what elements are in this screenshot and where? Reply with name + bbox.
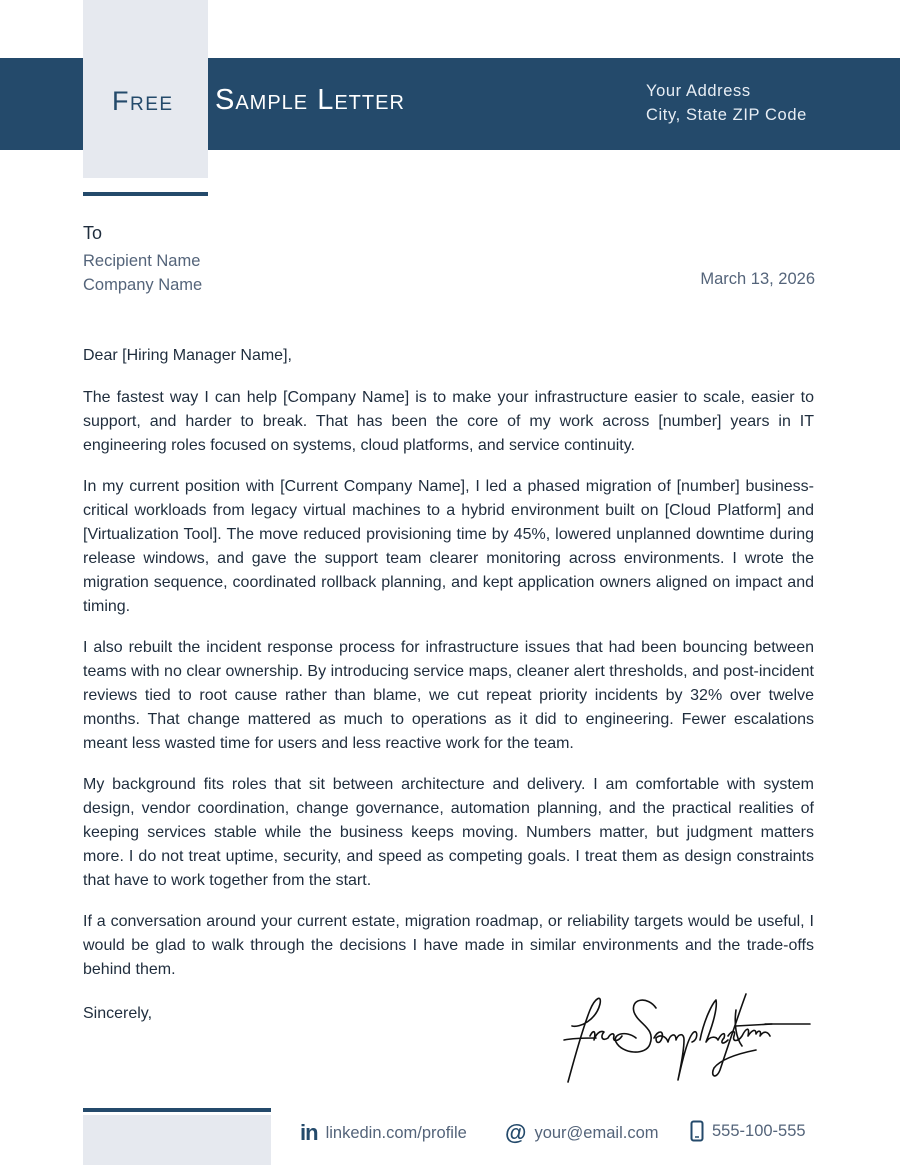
letter-body <box>83 344 814 999</box>
sender-address <box>646 79 807 127</box>
body-paragraph: The fastest way I can help [Company Name] is to make your infrastructure easier to scale, easier to support, and harder to break. That has been the core of my work across [number] years in IT engineering roles focused on systems, cloud platforms, and service continuity. <box>83 389 814 454</box>
linkedin-icon: in <box>300 1120 318 1145</box>
footer-accent-block <box>83 1115 271 1165</box>
body-paragraph: If a conversation around your current estate, migration roadmap, or reliability targets would be useful, I would be glad to walk through the decisions I have made in similar environments and the trade-offs behind them. <box>83 913 814 978</box>
address-line-2: City, State ZIP Code <box>646 106 807 124</box>
footer-accent-rule <box>83 1108 271 1112</box>
body-paragraph: In my current position with [Current Company Name], I led a phased migration of [number] business-critical workloads from legacy virtual machines to a hybrid environment built on [Cloud Platform] and [Virtualization Tool]. The move reduced provisioning time by 45%, lowered unplanned downtime during release windows, and gave the support team clearer monitoring across environments. I wrote the migration sequence, coordinated rollback planning, and kept application owners aligned on impact and timing. <box>83 478 814 615</box>
phone-icon <box>690 1120 704 1142</box>
recipient-block <box>83 249 202 297</box>
phone-text[interactable]: 555-100-555 <box>712 1121 806 1140</box>
to-label: To <box>83 223 103 243</box>
accent-rule <box>83 192 208 196</box>
body-paragraph: I also rebuilt the incident response process for infrastructure issues that had been bouncing between teams with no clear ownership. By introducing service maps, cleaner alert thresholds, and post-incident reviews tied to root cause rather than blame, we cut repeat priority incidents by 32% over twelve months. That change mattered as much to operations as it did to engineering. Fewer escalations meant less wasted time for users and less reactive work for the team. <box>83 639 814 752</box>
signature <box>560 980 815 1088</box>
recipient-company: Company Name <box>83 276 203 294</box>
brand-free: Free <box>112 86 174 116</box>
salutation: Dear [Hiring Manager Name], <box>83 347 292 364</box>
contact-email[interactable] <box>505 1120 659 1146</box>
brand-title: Sample Letter <box>215 84 405 116</box>
email-text[interactable]: your@email.com <box>534 1123 659 1142</box>
body-paragraph: My background fits roles that sit between architecture and delivery. I am comfortable with system design, vendor coordination, change governance, automation planning, and the practical realities of keeping services stable while the business keeps moving. Numbers matter, but judgment matters more. I do not treat uptime, security, and speed as competing goals. I treat them as design constraints that have to work together from the start. <box>83 776 814 889</box>
recipient-name: Recipient Name <box>83 252 201 270</box>
letter-date: March 13, 2026 <box>700 270 815 288</box>
address-line-1: Your Address <box>646 82 751 100</box>
contact-phone[interactable] <box>690 1120 806 1142</box>
closing: Sincerely, <box>83 1005 153 1022</box>
at-sign-icon: @ <box>505 1120 527 1145</box>
contact-linkedin[interactable] <box>300 1120 467 1146</box>
linkedin-text[interactable]: linkedin.com/profile <box>325 1123 467 1142</box>
